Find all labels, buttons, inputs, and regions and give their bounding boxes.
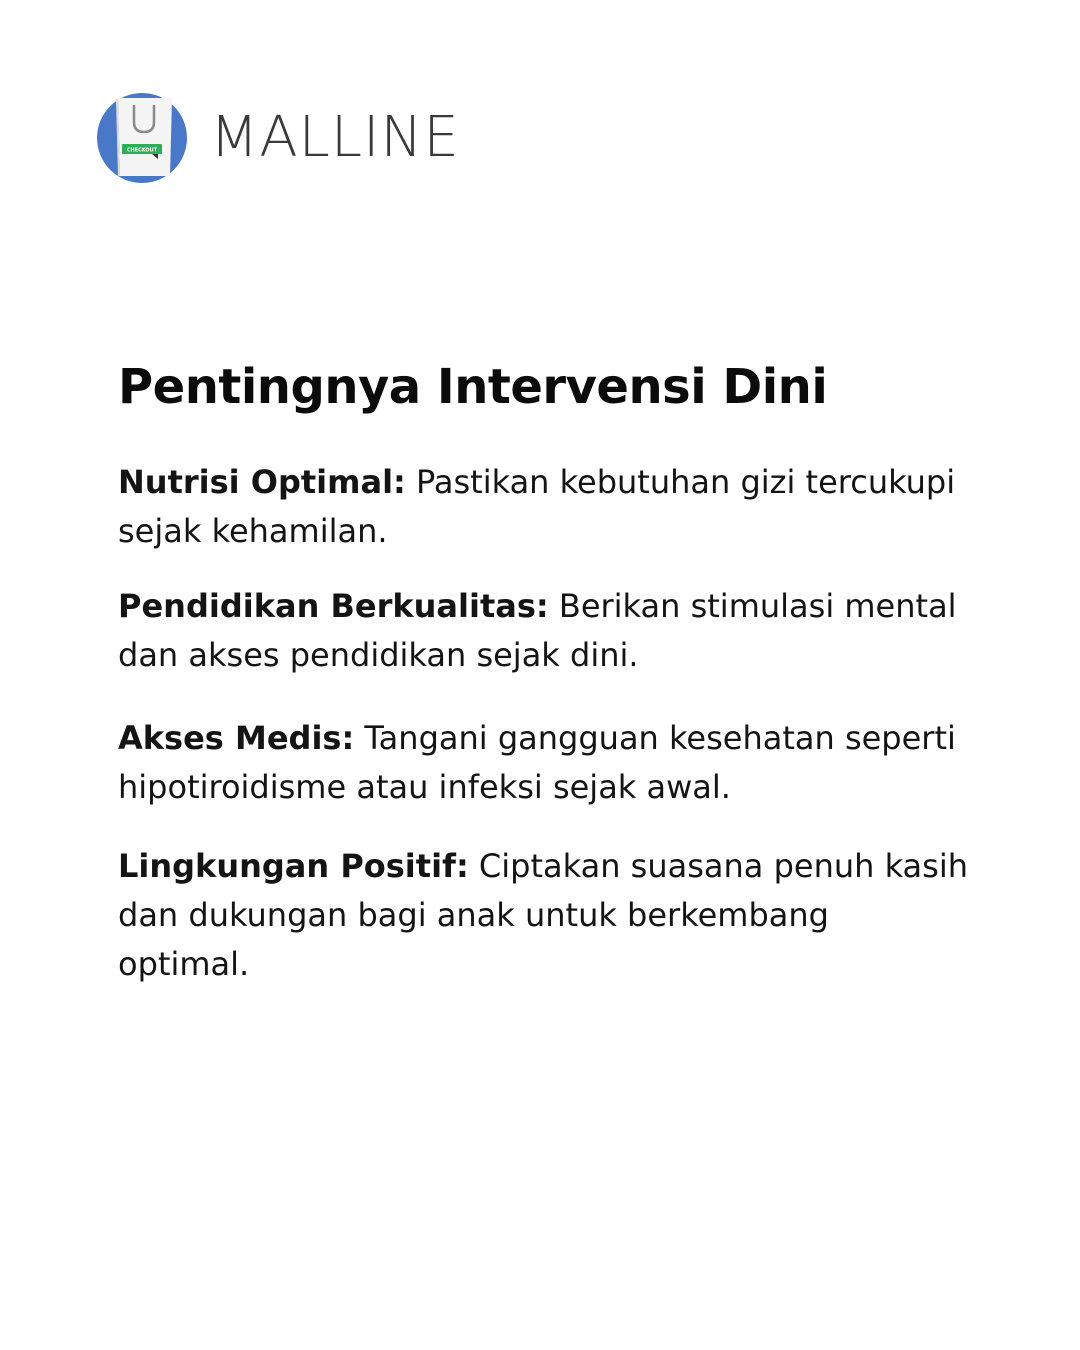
item-text: Berikan stimulasi mental dan akses pendidikan sejak dini. bbox=[118, 587, 957, 675]
item-label: Pendidikan Berkualitas: bbox=[118, 587, 549, 626]
list-item bbox=[118, 582, 968, 680]
item-label: Lingkungan Positif: bbox=[118, 847, 469, 886]
item-text: Tangani gangguan kesehatan seperti hipotiroidisme atau infeksi sejak awal. bbox=[118, 719, 956, 807]
page-title: Pentingnya Intervensi Dini bbox=[118, 359, 828, 415]
article bbox=[118, 356, 968, 989]
item-text: Pastikan kebutuhan gizi tercukupi sejak kehamilan. bbox=[118, 463, 956, 551]
shopping-bag-logo-icon bbox=[96, 92, 188, 184]
list-item bbox=[118, 458, 968, 556]
item-text: Ciptakan suasana penuh kasih dan dukungan bagi anak untuk berkembang optimal. bbox=[118, 847, 968, 984]
brand-header bbox=[96, 92, 460, 184]
logo-tag-label: CHECKOUT bbox=[126, 147, 158, 154]
item-label: Nutrisi Optimal: bbox=[118, 463, 406, 502]
brand-name: MALLINE bbox=[210, 105, 460, 170]
item-label: Akses Medis: bbox=[118, 719, 355, 758]
list-item bbox=[118, 714, 968, 812]
list-item bbox=[118, 842, 968, 989]
